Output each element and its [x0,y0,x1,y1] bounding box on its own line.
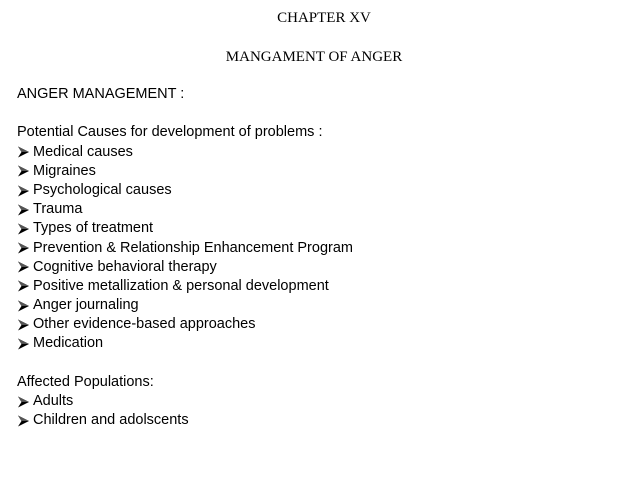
list-item [17,219,627,238]
list-item-label: Anger journaling [33,297,139,314]
spacer [17,354,627,373]
list-item [17,258,627,277]
list-item [17,411,627,430]
populations-list [17,392,627,430]
list-item [17,162,627,181]
list-item-label: Trauma [33,201,83,218]
list-item [17,277,627,296]
list-item-label: Types of treatment [33,220,154,237]
arrowhead-bullet-icon [17,319,30,331]
arrowhead-bullet-icon [17,146,30,158]
arrowhead-bullet-icon [17,415,30,427]
list-item-label: Children and adolscents [33,412,189,429]
arrowhead-bullet-icon [17,204,30,216]
arrowhead-bullet-icon [17,185,30,197]
list-item [17,296,627,315]
arrowhead-bullet-icon [17,338,30,350]
list-item [17,334,627,353]
slide-subject-title: MANGAMENT OF ANGER [225,49,403,65]
list-item-label: Migraines [33,162,96,179]
slide-body [17,85,627,430]
list-item [17,239,627,258]
arrowhead-bullet-icon [17,261,30,273]
list-item-label: Medical causes [33,143,133,160]
arrowhead-bullet-icon [17,165,30,177]
arrowhead-bullet-icon [17,280,30,292]
list-item-label: Medication [33,335,104,352]
spacer [17,104,627,123]
arrowhead-bullet-icon [17,242,30,254]
chapter-title: CHAPTER XV [277,10,371,26]
list-item-label: Other evidence-based approaches [33,316,256,333]
arrowhead-bullet-icon [17,300,30,312]
list-item [17,181,627,200]
list-item-label: Psychological causes [33,181,172,198]
list-item [17,315,627,334]
causes-heading: Potential Causes for development of problems : [17,124,323,141]
arrowhead-bullet-icon [17,396,30,408]
list-item-label: Adults [33,393,74,409]
list-item-label: Cognitive behavioral therapy [33,258,217,275]
list-item [17,200,627,219]
list-item [17,143,627,162]
list-item-label: Prevention & Relationship Enhancement Program [33,239,353,256]
populations-heading: Affected Populations: [17,373,154,390]
list-item [17,392,627,411]
section-heading: ANGER MANAGEMENT : [17,86,185,102]
causes-list [17,143,627,354]
list-item-label: Positive metallization & personal development [33,277,329,294]
arrowhead-bullet-icon [17,223,30,235]
